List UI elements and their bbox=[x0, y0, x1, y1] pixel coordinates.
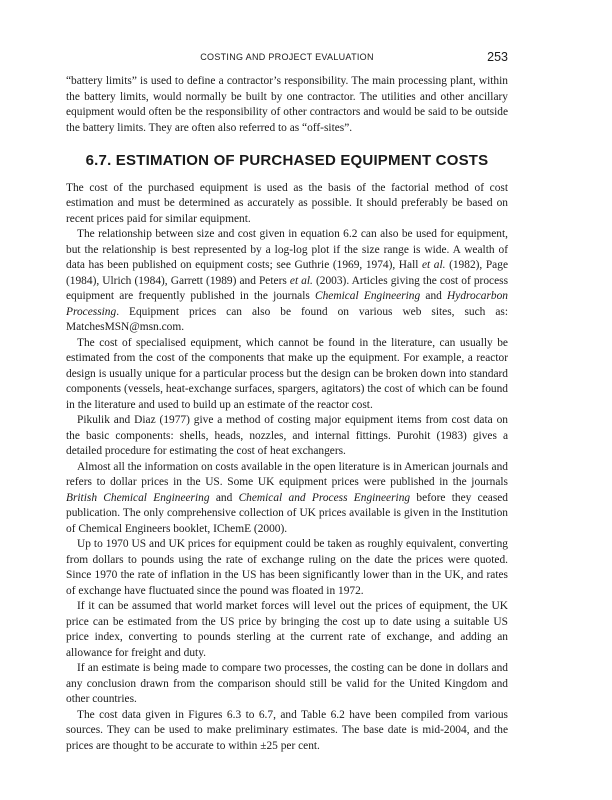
citation-et-al: et al. bbox=[422, 259, 446, 271]
journal-title: British Chemical Engineering bbox=[66, 491, 210, 504]
paragraph-4: Pikulik and Diaz (1977) give a method of costing major equipment items from cost data on the basic components: shells, heads, nozzles, and internal fittings. Purohit (1983) gives a detailed procedure for estimating the cost of heat exchangers. bbox=[66, 414, 508, 457]
body-text bbox=[66, 74, 508, 754]
paragraph-2-text-e: . Equipment prices can also be found on various web sites, such as: MatchesMSN@msn.com. bbox=[66, 305, 508, 333]
running-title: COSTING AND PROJECT EVALUATION bbox=[200, 52, 374, 62]
paragraph-5-text-c: before they ceased publication. The only comprehensive collection of UK prices available is given in the Institution of Chemical Engineers booklet, IChemE (2000). bbox=[66, 491, 509, 535]
journal-title: Hydrocarbon Processing bbox=[66, 290, 508, 318]
paragraph-5 bbox=[66, 460, 508, 538]
paragraph-6: Up to 1970 US and UK prices for equipment could be taken as roughly equivalent, converting from dollars to pounds using the rate of exchange ruling on the date the prices were quoted. Since 1970 the rate of inflation in the US has been significantly lower than in the UK, and rates of exchange have fluctuated since the pound was floated in 1972. bbox=[66, 538, 508, 597]
paragraph-2-text-d: and bbox=[420, 290, 448, 302]
paragraph-2-text-a: The relationship between size and cost given in equation 6.2 can also be used for equipment, but the relationship is best represented by a log-log plot if the size range is wide. A wealth of data has been published on equipment costs; see Guthrie (1969, 1974), Hall bbox=[66, 228, 508, 271]
paragraph-9: The cost data given in Figures 6.3 to 6.7, and Table 6.2 have been compiled from various sources. They can be used to make preliminary estimates. The base date is mid-2004, and the prices are thought to be accurate to within ±25 per cent. bbox=[66, 708, 508, 752]
paragraph-2-text-c: (2003). Articles giving the cost of process equipment are frequently published in the journals bbox=[66, 274, 509, 302]
paragraph-7: If it can be assumed that world market forces will level out the prices of equipment, the UK price can be estimated from the US price by bringing the cost up to date using a suitable US price index, converting to pounds sterling at the current rate of exchange, and adding an allowance for freight and duty. bbox=[66, 600, 508, 659]
paragraph-8: If an estimate is being made to compare two processes, the costing can be done in dollars and any conclusion drawn from the comparison should still be valid for the United Kingdom and other countries. bbox=[66, 662, 508, 705]
paragraph-3: The cost of specialised equipment, which cannot be found in the literature, can usually be estimated from the cost of the components that make up the equipment. For example, a reactor design is usually unique for a particular process but the design can be broken down into standard components (vessels, heat-exchange surfaces, spargers, agitators) the cost of which can be found in the literature and used to build up an estimate of the reactor cost. bbox=[66, 336, 508, 411]
paragraph-2 bbox=[66, 227, 508, 336]
paragraph-2-text-b: (1982), Page (1984), Ulrich (1984), Garrett (1989) and Peters bbox=[66, 259, 508, 287]
paragraph-5-text-a: Almost all the information on costs available in the open literature is in American journals and refers to dollar prices in the US. Some UK equipment prices were published in the journals bbox=[66, 460, 508, 488]
section-heading: 6.7. ESTIMATION OF PURCHASED EQUIPMENT COSTS bbox=[85, 152, 489, 169]
paragraph-1: The cost of the purchased equipment is used as the basis of the factorial method of cost estimation and must be determined as accurately as possible. It should preferably be based on recent prices paid for similar equipment. bbox=[66, 181, 508, 225]
running-header bbox=[66, 50, 508, 66]
journal-title: Chemical Engineering bbox=[315, 290, 421, 302]
page-number: 253 bbox=[487, 50, 508, 64]
intro-paragraph: “battery limits” is used to define a contractor’s responsibility. The main processing plant, within the battery limits, would normally be built by one contractor. The utilities and other ancillary equipment would often be the responsibility of other contractors and would be said to be outside the battery limits. They are often also referred to as “off-sites”. bbox=[66, 75, 508, 134]
journal-title: Chemical and Process Engineering bbox=[238, 491, 411, 504]
citation-et-al: et al. bbox=[289, 274, 313, 287]
paragraph-5-text-b: and bbox=[209, 491, 239, 504]
